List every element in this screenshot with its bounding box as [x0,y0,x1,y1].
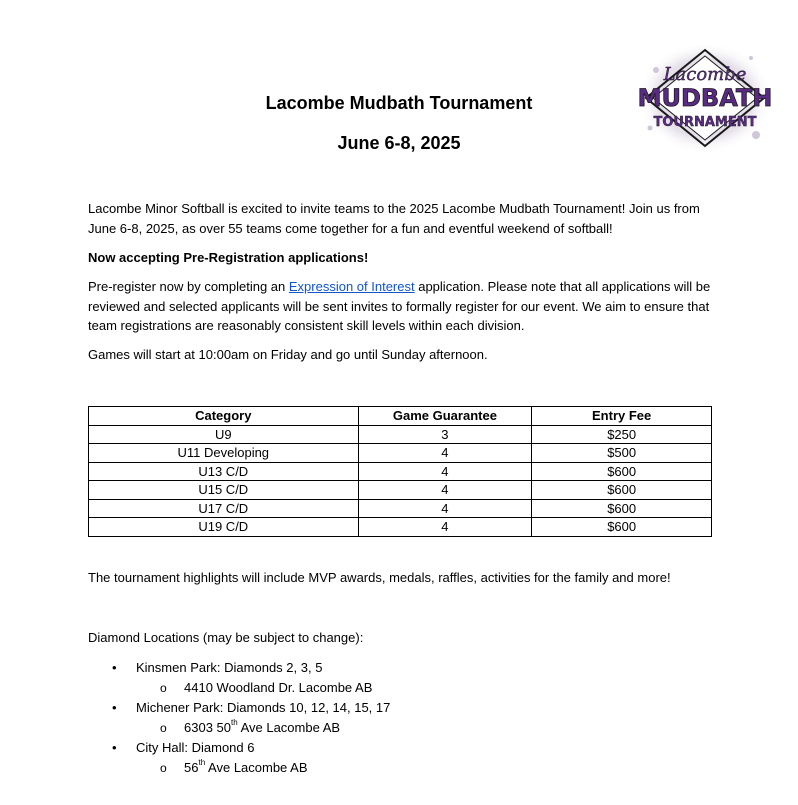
logo-line3: TOURNAMENT [653,115,757,130]
fees-table [88,406,712,537]
cell-game-guarantee: 4 [358,499,532,518]
cell-category: U19 C/D [89,518,359,537]
prereg-text-after: application. Please note that all applications will be reviewed and selected applicants will be sent invites to formally register for our event. We aim to ensure that team registrations are reasonably consistent skill levels within each division. [88,279,711,333]
cell-category: U11 Developing [89,444,359,463]
table-row [89,518,712,537]
mudbath-logo [636,40,774,158]
cell-entry-fee: $600 [532,518,712,537]
header-entry-fee: Entry Fee [532,407,712,426]
table-row [89,462,712,481]
highlights-paragraph: The tournament highlights will include MVP awards, medals, raffles, activities for the family and more! [88,570,671,585]
prereg-heading: Now accepting Pre-Registration applications! [88,250,369,265]
intro-paragraph: Lacombe Minor Softball is excited to invite teams to the 2025 Lacombe Mudbath Tournament! Join us from June 6-8, 2025, as over 55 teams come together for a fun and eventful weekend of softball! [88,201,700,236]
location-address: o 56th Ave Lacombe AB [88,758,728,778]
logo-line2: MUDBATH [637,84,773,112]
locations-list [88,658,728,778]
cell-category: U15 C/D [89,481,359,500]
cell-entry-fee: $600 [532,499,712,518]
games-paragraph: Games will start at 10:00am on Friday and go until Sunday afternoon. [88,347,488,362]
header-game-guarantee: Game Guarantee [358,407,532,426]
location-item: • Michener Park: Diamonds 10, 12, 14, 15, 17 [88,698,728,718]
event-dates: June 6-8, 2025 [337,133,461,153]
table-row [89,481,712,500]
cell-category: U17 C/D [89,499,359,518]
header-category: Category [89,407,359,426]
cell-game-guarantee: 3 [358,425,532,444]
logo-line1: Lacombe [663,64,747,85]
prereg-text-before: Pre-register now by completing an [88,279,289,294]
cell-category: U9 [89,425,359,444]
cell-entry-fee: $250 [532,425,712,444]
expression-of-interest-link[interactable]: Expression of Interest [288,279,415,294]
cell-entry-fee: $600 [532,481,712,500]
page-title: Lacombe Mudbath Tournament [265,93,533,113]
cell-entry-fee: $600 [532,462,712,481]
location-item: • City Hall: Diamond 6 [88,738,728,758]
cell-game-guarantee: 4 [358,518,532,537]
location-address: o 4410 Woodland Dr. Lacombe AB [88,678,728,698]
locations-heading: Diamond Locations (may be subject to change): [88,630,364,645]
location-item: • Kinsmen Park: Diamonds 2, 3, 5 [88,658,728,678]
cell-game-guarantee: 4 [358,444,532,463]
cell-game-guarantee: 4 [358,481,532,500]
cell-category: U13 C/D [89,462,359,481]
table-row [89,425,712,444]
cell-entry-fee: $500 [532,444,712,463]
prereg-paragraph [88,277,718,336]
cell-game-guarantee: 4 [358,462,532,481]
location-address: o 6303 50th Ave Lacombe AB [88,718,728,738]
table-row [89,444,712,463]
table-header-row [89,407,712,426]
table-row [89,499,712,518]
